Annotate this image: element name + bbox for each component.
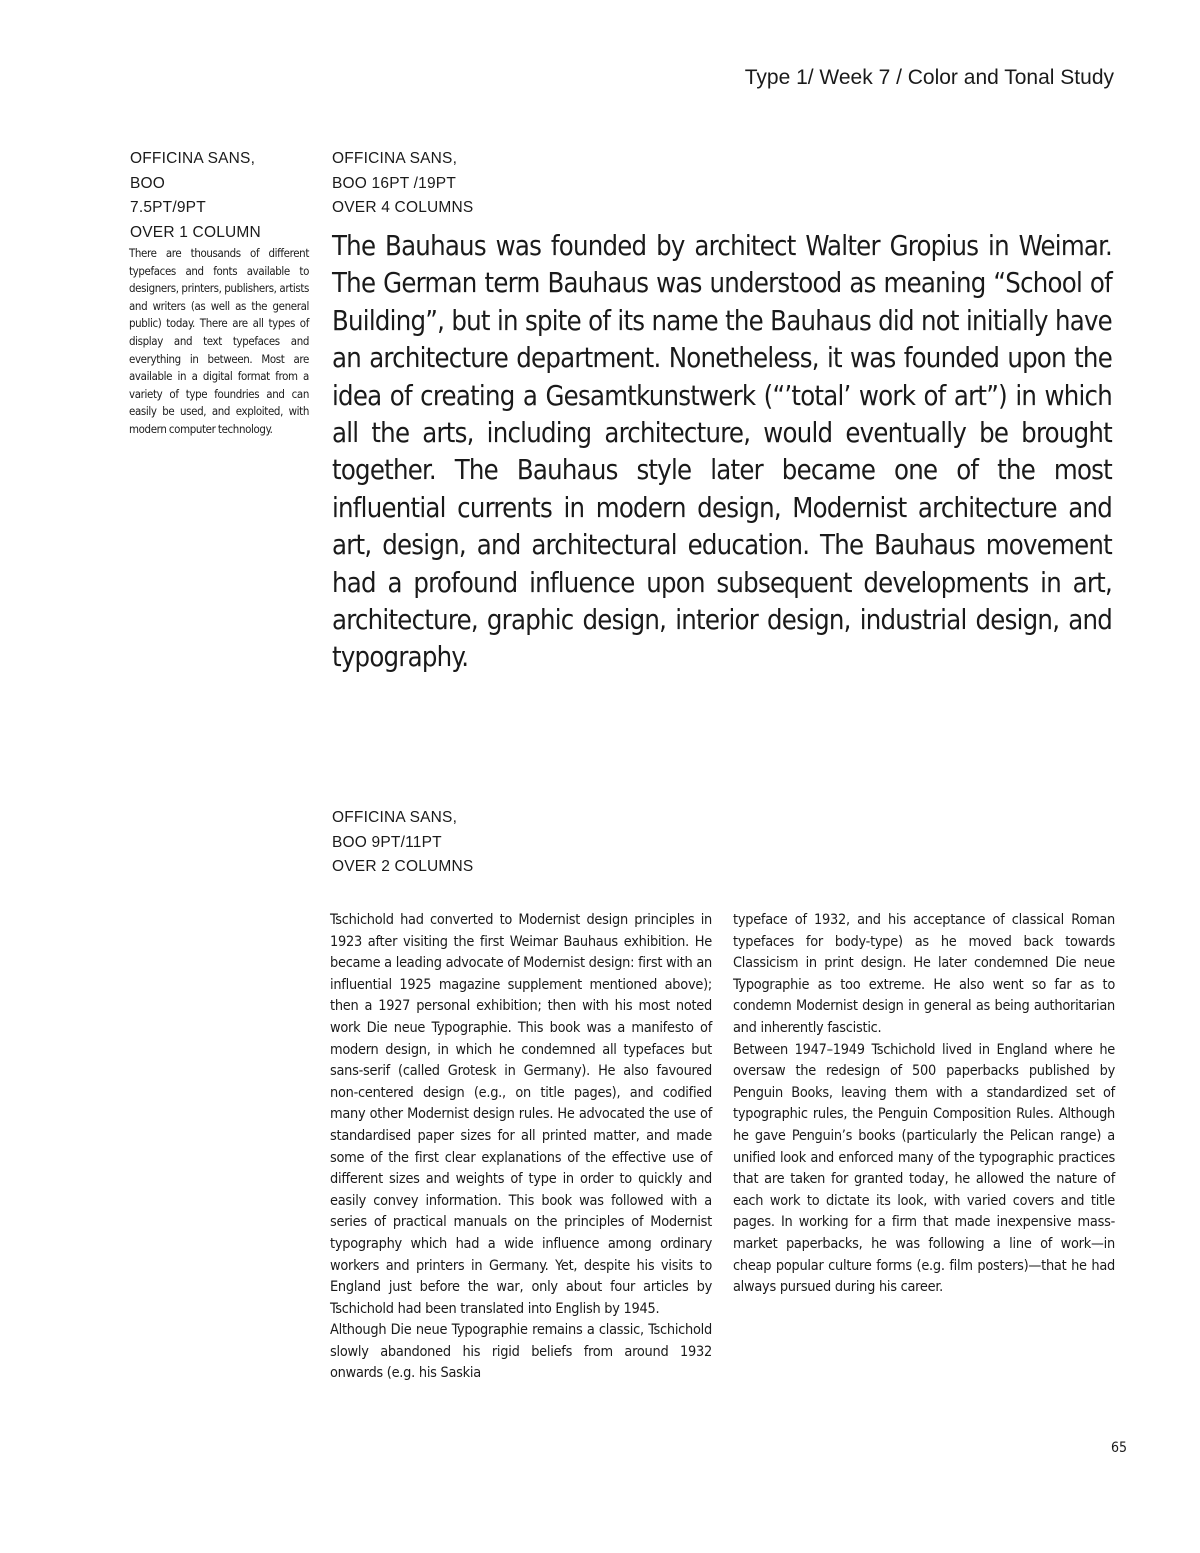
- spec-line: OVER 4 COLUMNS: [332, 199, 474, 216]
- sample-paragraph: The Bauhaus was founded by architect Walter Gropius in Weimar. The German term Bauhaus was understood as meaning “School of Building”, but in spite of its name the Bauhaus did not initially have an architecture department. Nonetheless, it was founded upon the idea of creating a Gesamtkunstwerk (“’total’ work of art”) in which all the arts, including architecture, would eventually be brought together. The Bauhaus style later became one of the most influential currents in modern design, Modernist architecture and art, design, and architectural education. The Bauhaus movement had a profound influence upon subsequent developments in art, architecture, graphic design, interior design, industrial design, and typography.: [332, 231, 1112, 674]
- spec-label-one-column: [130, 147, 261, 245]
- spec-label-four-columns: [332, 147, 473, 221]
- spec-line: 7.5PT/9PT: [130, 199, 206, 216]
- body-paragraph: Although Die neue Typographie remains a classic, Tschichold slowly abandoned his rigid beliefs from around 1932 onwards (e.g. his Saskia: [330, 1322, 712, 1382]
- body-paragraph: Between 1947–1949 Tschichold lived in England where he oversaw the redesign of 500 paperbacks published by Penguin Books, leaving them with a standardized set of typographic rules, the Penguin Composition Rules. Although he gave Penguin’s books (particularly the Pelican range) a unified look and enforced many of the typographic practices that are taken for granted today, he allowed the nature of each work to dictate its look, with varied covers and title pages. In working for a firm that made inexpensive mass-market paperbacks, he was following a line of work—in cheap popular culture forms (e.g. film posters)—that he had always pursued during his career.: [733, 1041, 1115, 1296]
- body-column-left: [330, 910, 712, 1385]
- spec-line: OFFICINA SANS,: [332, 809, 458, 826]
- spec-line: BOO: [130, 174, 166, 192]
- body-paragraph: Tschichold had converted to Modernist design principles in 1923 after visiting the first Weimar Bauhaus exhibition. He became a leading advocate of Modernist design: first with an influential 1925 magazine supplement mentioned above); then a 1927 personal exhibition; then with his most noted work Die neue Typographie. This book was a manifesto of modern design, in which he condemned all typefaces but sans-serif (called Grotesk in Germany). He also favoured non-centered design (e.g., on title pages), and codified many other Modernist design rules. He advocated the use of standardised paper sizes for all printed matter, and made some of the first clear explanations of the effective use of different sizes and weights of type in order to quickly and easily convey information. This book was followed with a series of practical manuals on the principles of Modernist typography which had a wide influence among ordinary workers and printers in Germany. Yet, despite his visits to England just before the war, only about four articles by Tschichold had been translated into English by 1945.: [330, 912, 712, 1317]
- spec-line: OFFICINA SANS,: [130, 150, 256, 167]
- spec-line: BOO 16PT /19PT: [332, 174, 456, 192]
- page-number: 65: [1111, 1440, 1128, 1456]
- spec-line: BOO 9PT/11PT: [332, 833, 442, 851]
- spec-line: OFFICINA SANS,: [332, 150, 458, 167]
- body-paragraph: typeface of 1932, and his acceptance of classical Roman typefaces for body-type) as he moved back towards Classicism in print design. He later condemned Die neue Typographie as too extreme. He also went so far as to condemn Modernist design in general as being authoritarian and inherently fascistic.: [733, 912, 1115, 1036]
- page-header-title: Type 1/ Week 7 / Color and Tonal Study: [744, 66, 1114, 89]
- spec-line: OVER 2 COLUMNS: [332, 858, 474, 875]
- spec-label-two-columns: [332, 806, 473, 880]
- sample-text-one-column: [129, 245, 309, 439]
- sample-text-four-columns: [332, 228, 1112, 677]
- spec-line: OVER 1 COLUMN: [130, 223, 261, 241]
- body-column-right: [733, 910, 1115, 1299]
- sample-paragraph: There are thousands of different typefaces and fonts available to designers, printers, publishers, artists and writers (as well as the general public) today. There are all types of display and text typefaces and everything in between. Most are available in a digital format from a variety of type foundries and can easily be used, and exploited, with modern computer technology.: [129, 246, 309, 436]
